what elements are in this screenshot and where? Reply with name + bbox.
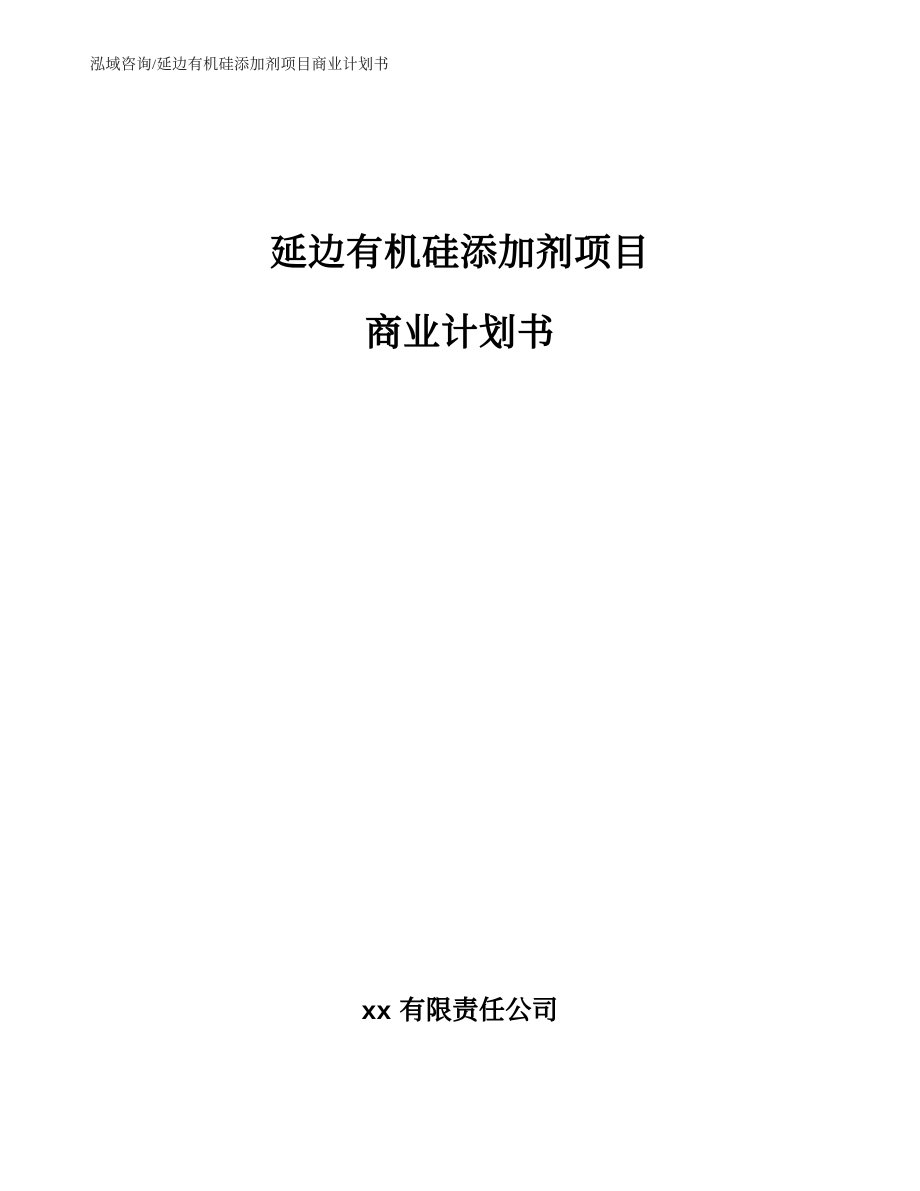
title-line-2: 商业计划书 [365,312,555,353]
company-name: xx 有限责任公司 [361,995,559,1025]
page-header-text: 泓域咨询/延边有机硅添加剂项目商业计划书 [90,57,390,73]
document-title [0,213,920,373]
title-line-1: 延边有机硅添加剂项目 [270,232,650,273]
